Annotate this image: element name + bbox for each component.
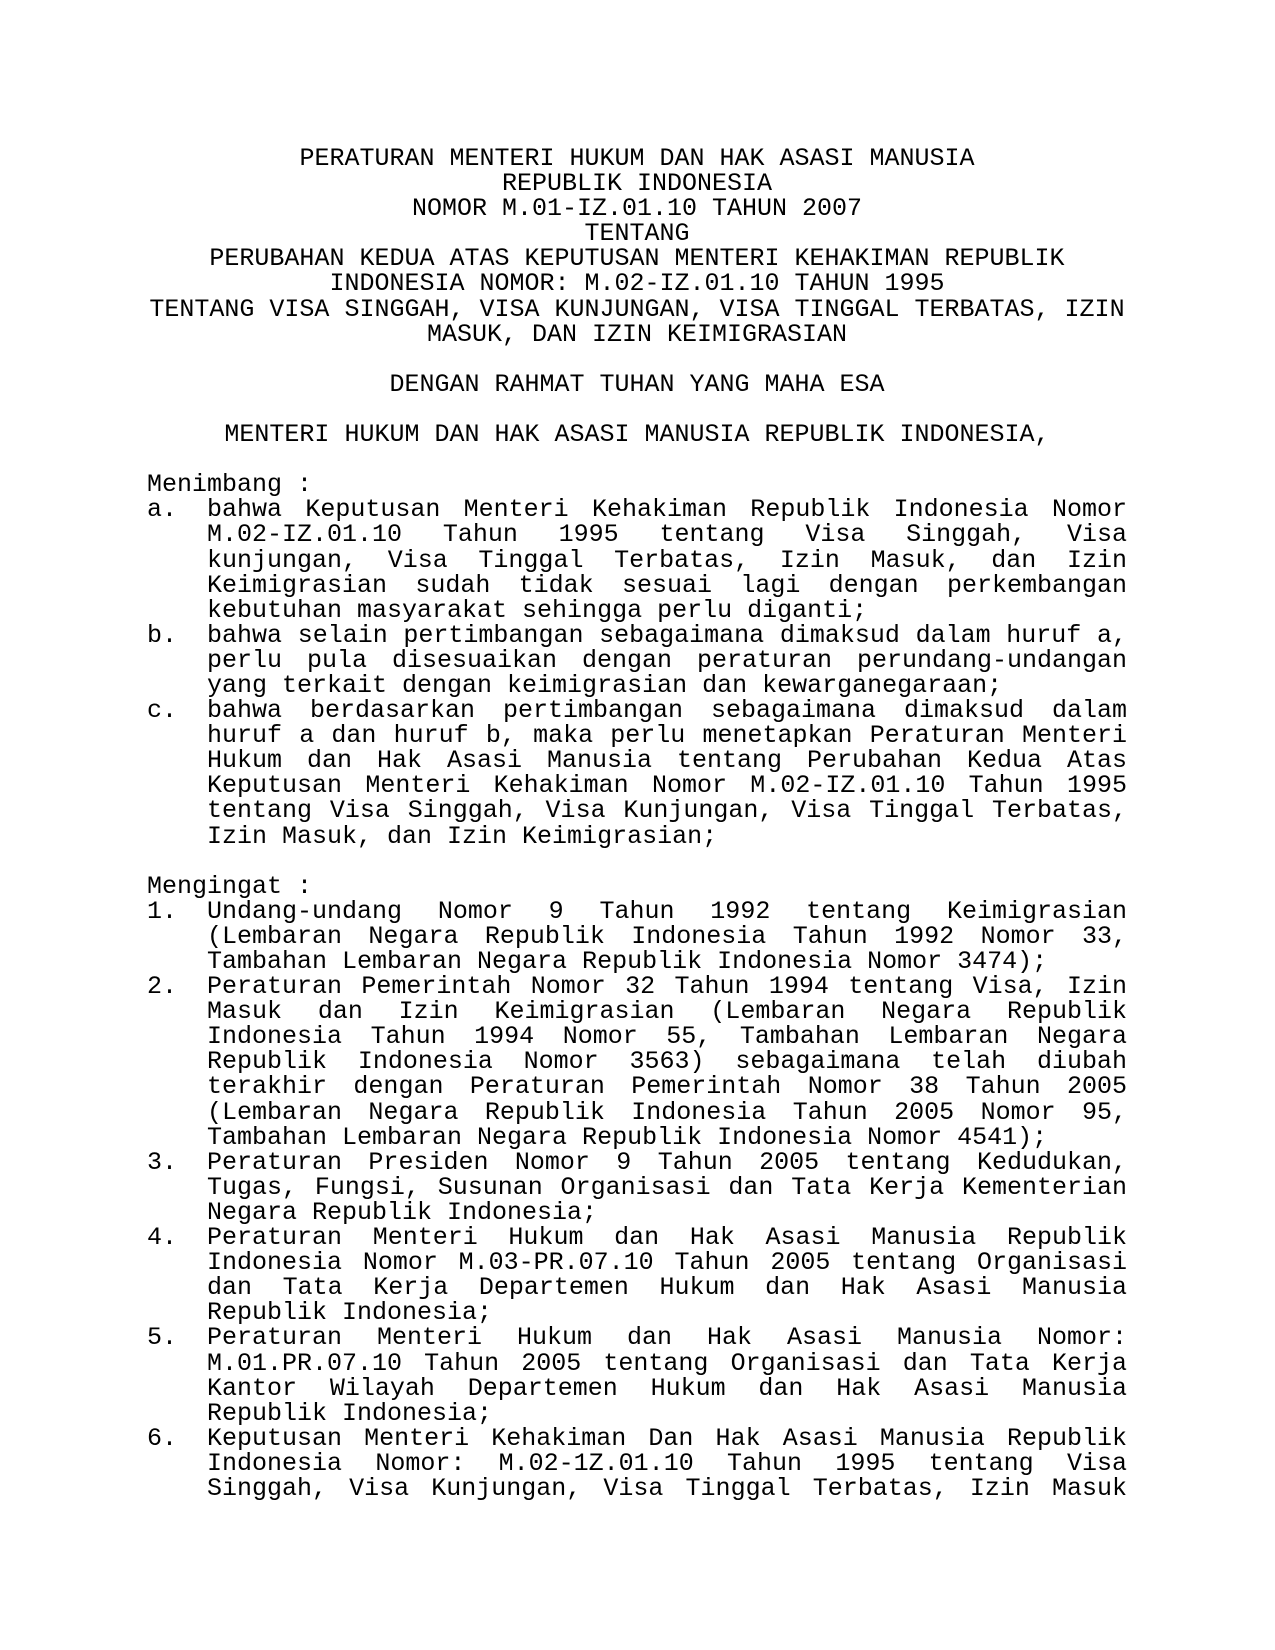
text-line: Hukum dan Hak Asasi Manusia tentang Perubahan Kedua Atas	[207, 746, 1127, 776]
item-marker: 4.	[147, 1223, 178, 1253]
title-line: REPUBLIK INDONESIA	[501, 169, 773, 199]
text-line: Tambahan Lembaran Negara Republik Indonesia Nomor 4541);	[207, 1122, 1048, 1152]
text-line: Kantor Wilayah Departemen Hukum dan Hak Asasi Manusia	[207, 1373, 1127, 1403]
text-line: Keputusan Menteri Kehakiman Nomor M.02-IZ.01.10 Tahun 1995	[207, 771, 1127, 801]
menimbang-item-a	[147, 495, 1127, 625]
blank-line	[147, 849, 1127, 874]
title-line: TENTANG	[584, 219, 690, 249]
item-marker: b.	[147, 620, 178, 650]
text-line: Peraturan Pemerintah Nomor 32 Tahun 1994 tentang Visa, Izin	[207, 972, 1127, 1002]
text-line: Republik Indonesia;	[207, 1298, 493, 1328]
text-line: Tambahan Lembaran Negara Republik Indonesia Nomor 3474);	[207, 947, 1048, 976]
menimbang-item-b	[147, 620, 1127, 700]
item-body	[207, 896, 1127, 976]
item-body	[207, 1223, 1127, 1328]
text-line: Izin Masuk, dan Izin Keimigrasian;	[207, 821, 718, 851]
item-marker: a.	[147, 495, 178, 525]
mengingat-item-3	[147, 1147, 1127, 1227]
text-line: Indonesia Tahun 1994 Nomor 55, Tambahan Lembaran Negara	[207, 1022, 1127, 1052]
item-marker: 2.	[147, 972, 178, 1002]
text-line: Indonesia Nomor M.03-PR.07.10 Tahun 2005 tentang Organisasi	[207, 1248, 1127, 1278]
text-line: Republik Indonesia;	[207, 1398, 493, 1428]
text-line: tentang Visa Singgah, Visa Kunjungan, Visa Tinggal Terbatas,	[207, 796, 1127, 826]
blank-line	[147, 397, 1127, 422]
text-line: (Lembaran Negara Republik Indonesia Tahun 1992 Nomor 33,	[207, 921, 1127, 951]
authority-line: MENTERI HUKUM DAN HAK ASASI MANUSIA REPUBLIK INDONESIA,	[224, 420, 1050, 450]
text-line: dan Tata Kerja Departemen Hukum dan Hak Asasi Manusia	[207, 1273, 1127, 1303]
text-line: (Lembaran Negara Republik Indonesia Tahun 2005 Nomor 95,	[207, 1097, 1127, 1127]
mengingat-item-4	[147, 1223, 1127, 1328]
menimbang-item-c	[147, 698, 1127, 849]
text-line: terakhir dengan Peraturan Pemerintah Nomor 38 Tahun 2005	[207, 1072, 1127, 1102]
text-line: Indonesia Nomor: M.02-1Z.01.10 Tahun 1995 tentang Visa	[207, 1448, 1127, 1478]
text-line: Republik Indonesia Nomor 3563) sebagaimana telah diubah	[207, 1047, 1127, 1077]
invocation-line: DENGAN RAHMAT TUHAN YANG MAHA ESA	[389, 369, 885, 399]
text-line: Undang-undang Nomor 9 Tahun 1992 tentang Keimigrasian	[207, 896, 1127, 926]
text-line: Tugas, Fungsi, Susunan Organisasi dan Tata Kerja Kementerian	[207, 1172, 1127, 1202]
title-line: PERUBAHAN KEDUA ATAS KEPUTUSAN MENTERI KEHAKIMAN REPUBLIK	[209, 244, 1065, 274]
text-line: Keputusan Menteri Kehakiman Dan Hak Asasi Manusia Republik	[207, 1423, 1127, 1453]
title-line: PERATURAN MENTERI HUKUM DAN HAK ASASI MANUSIA	[299, 144, 975, 173]
blank-line	[147, 347, 1127, 372]
text-line: M.02-IZ.01.10 Tahun 1995 tentang Visa Singgah, Visa	[207, 520, 1127, 550]
section-heading-menimbang: Menimbang :	[147, 470, 313, 500]
item-marker: 6.	[147, 1423, 178, 1453]
text-line: kebutuhan masyarakat sehingga perlu diganti;	[207, 595, 868, 625]
text-line: yang terkait dengan keimigrasian dan kewarganegaraan;	[207, 670, 1003, 700]
title-line: INDONESIA NOMOR: M.02-IZ.01.10 TAHUN 1995	[329, 269, 945, 299]
text-line: M.01.PR.07.10 Tahun 2005 tentang Organisasi dan Tata Kerja	[207, 1348, 1127, 1378]
text-line: bahwa selain pertimbangan sebagaimana dimaksud dalam huruf a,	[207, 620, 1127, 650]
text-line: Negara Republik Indonesia;	[207, 1197, 598, 1227]
mengingat-item-6	[147, 1423, 1127, 1503]
title-line: NOMOR M.01-IZ.01.10 TAHUN 2007	[411, 194, 863, 224]
text-line: Keimigrasian sudah tidak sesuai lagi dengan perkembangan	[207, 570, 1127, 600]
item-body	[207, 620, 1127, 700]
text-line: Peraturan Menteri Hukum dan Hak Asasi Manusia Nomor:	[207, 1323, 1127, 1353]
item-body	[207, 974, 1127, 1150]
section-heading-mengingat: Mengingat :	[147, 871, 313, 901]
item-marker: 1.	[147, 896, 178, 926]
mengingat-item-5	[147, 1323, 1127, 1428]
text-line: kunjungan, Visa Tinggal Terbatas, Izin Masuk, dan Izin	[207, 545, 1127, 575]
title-line: MASUK, DAN IZIN KEIMIGRASIAN	[426, 319, 848, 349]
mengingat-item-1	[147, 896, 1127, 976]
text-line: perlu pula disesuaikan dengan peraturan perundang-undangan	[207, 645, 1127, 675]
text-line: bahwa berdasarkan pertimbangan sebagaimana dimaksud dalam	[207, 696, 1127, 726]
text-line: Singgah, Visa Kunjungan, Visa Tinggal Terbatas, Izin Masuk	[207, 1473, 1127, 1503]
text-line: Peraturan Presiden Nomor 9 Tahun 2005 tentang Kedudukan,	[207, 1147, 1127, 1177]
item-marker: 5.	[147, 1323, 178, 1353]
text-line: Masuk dan Izin Keimigrasian (Lembaran Negara Republik	[207, 997, 1127, 1027]
title-line: TENTANG VISA SINGGAH, VISA KUNJUNGAN, VISA TINGGAL TERBATAS, IZIN	[149, 294, 1125, 324]
item-body	[207, 1423, 1127, 1503]
blank-line	[147, 447, 1127, 472]
item-body	[207, 1323, 1127, 1428]
item-marker: 3.	[147, 1147, 178, 1177]
item-marker: c.	[147, 696, 178, 726]
text-line: bahwa Keputusan Menteri Kehakiman Republik Indonesia Nomor	[207, 495, 1127, 525]
item-body	[207, 1147, 1127, 1227]
mengingat-item-2	[147, 974, 1127, 1150]
text-line: huruf a dan huruf b, maka perlu menetapkan Peraturan Menteri	[207, 721, 1127, 751]
regulation-document	[147, 146, 1127, 1501]
title-block	[147, 146, 1127, 347]
item-body	[207, 495, 1127, 625]
text-line: Peraturan Menteri Hukum dan Hak Asasi Manusia Republik	[207, 1223, 1127, 1253]
item-body	[207, 698, 1127, 849]
